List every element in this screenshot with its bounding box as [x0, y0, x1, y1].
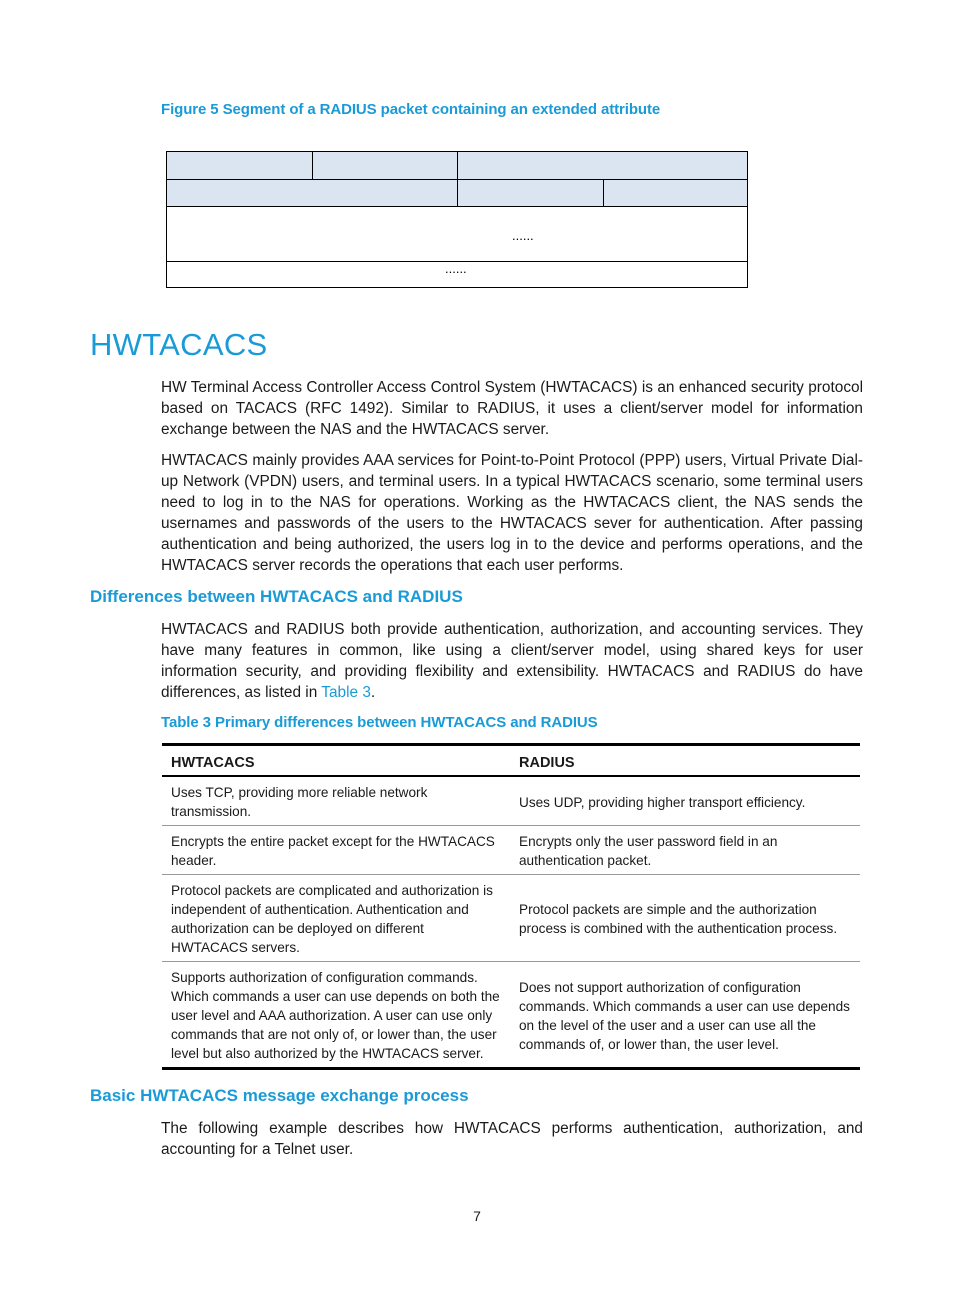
paragraph — [161, 619, 863, 703]
packet-field-2 — [312, 151, 458, 180]
table-cell: Protocol packets are simple and the authorization process is combined with the authentication process. — [510, 875, 860, 962]
table-cell: Uses UDP, providing higher transport efficiency. — [510, 776, 860, 826]
paragraph: The following example describes how HWTACACS performs authentication, authorization, and accounting for a Telnet user. — [161, 1120, 863, 1158]
table-header-cell: HWTACACS — [162, 745, 510, 777]
table-cell: Supports authorization of configuration commands. Which commands a user can use depends on both the user level and AAA authorization. A user can use only commands that are not only of, or lower than, the user level but also authorized by the HWTACACS server. — [162, 962, 510, 1069]
table-cell: Uses TCP, providing more reliable network transmission. — [162, 776, 510, 826]
table-row — [162, 875, 860, 962]
packet-value-area — [166, 206, 748, 262]
packet-field-6 — [603, 179, 748, 207]
table-cell: Encrypts only the user password field in an authentication packet. — [510, 826, 860, 875]
packet-field-3 — [457, 151, 748, 180]
packet-field-5 — [457, 179, 604, 207]
table-3-link[interactable]: Table 3 — [321, 684, 371, 701]
paragraph: HW Terminal Access Controller Access Control System (HWTACACS) is an enhanced security protocol based on TACACS (RFC 1492). Similar to RADIUS, it uses a client/server model for information exchange between the NAS and the HWTACACS server. — [161, 379, 863, 438]
table-row — [162, 826, 860, 875]
paragraph: HWTACACS mainly provides AAA services for Point-to-Point Protocol (PPP) users, Virtual Private Dial-up Network (VPDN) users, and terminal users. In a typical HWTACACS scenario, some terminal users need to log in to the NAS for operations. Working as the HWTACACS client, the NAS sends the usernames and passwords of the users to the HWTACACS sever for authentication. After passing authentication and being authorized, the users log in to the device and performs operations, and the HWTACACS server records the operations that each user performs. — [161, 452, 863, 574]
section-title: HWTACACS — [90, 327, 268, 362]
paragraph-text: HWTACACS and RADIUS both provide authentication, authorization, and accounting services. They have many features in common, like using a client/server model, using shared keys for user information security, and providing flexibility and extensibility. HWTACACS and RADIUS do have differences, as listed in — [161, 621, 863, 701]
table-caption: Table 3 Primary differences between HWTACACS and RADIUS — [161, 714, 598, 731]
table-header-row — [162, 745, 860, 777]
table-cell: Protocol packets are complicated and authorization is independent of authentication. Authentication and authorization can be deployed on different HWTACACS servers. — [162, 875, 510, 962]
packet-ellipsis: ...... — [445, 261, 467, 276]
packet-field-4 — [166, 179, 458, 207]
table-cell: Encrypts the entire packet except for the HWTACACS header. — [162, 826, 510, 875]
table-row — [162, 776, 860, 826]
packet-ellipsis: ...... — [512, 228, 534, 243]
page-number: 7 — [473, 1208, 481, 1224]
subsection-heading: Basic HWTACACS message exchange process — [90, 1086, 469, 1105]
differences-table — [162, 743, 860, 1070]
table-header-cell: RADIUS — [510, 745, 860, 777]
subsection-heading: Differences between HWTACACS and RADIUS — [90, 587, 463, 606]
paragraph-end: . — [370, 684, 376, 701]
figure-caption: Figure 5 Segment of a RADIUS packet containing an extended attribute — [161, 101, 661, 118]
table-cell: Does not support authorization of configuration commands. Which commands a user can use depends on the level of the user and a user can use all the commands of, or lower than, the user level. — [510, 962, 860, 1069]
packet-diagram — [166, 151, 748, 288]
packet-field-1 — [166, 151, 313, 180]
table-row — [162, 962, 860, 1069]
